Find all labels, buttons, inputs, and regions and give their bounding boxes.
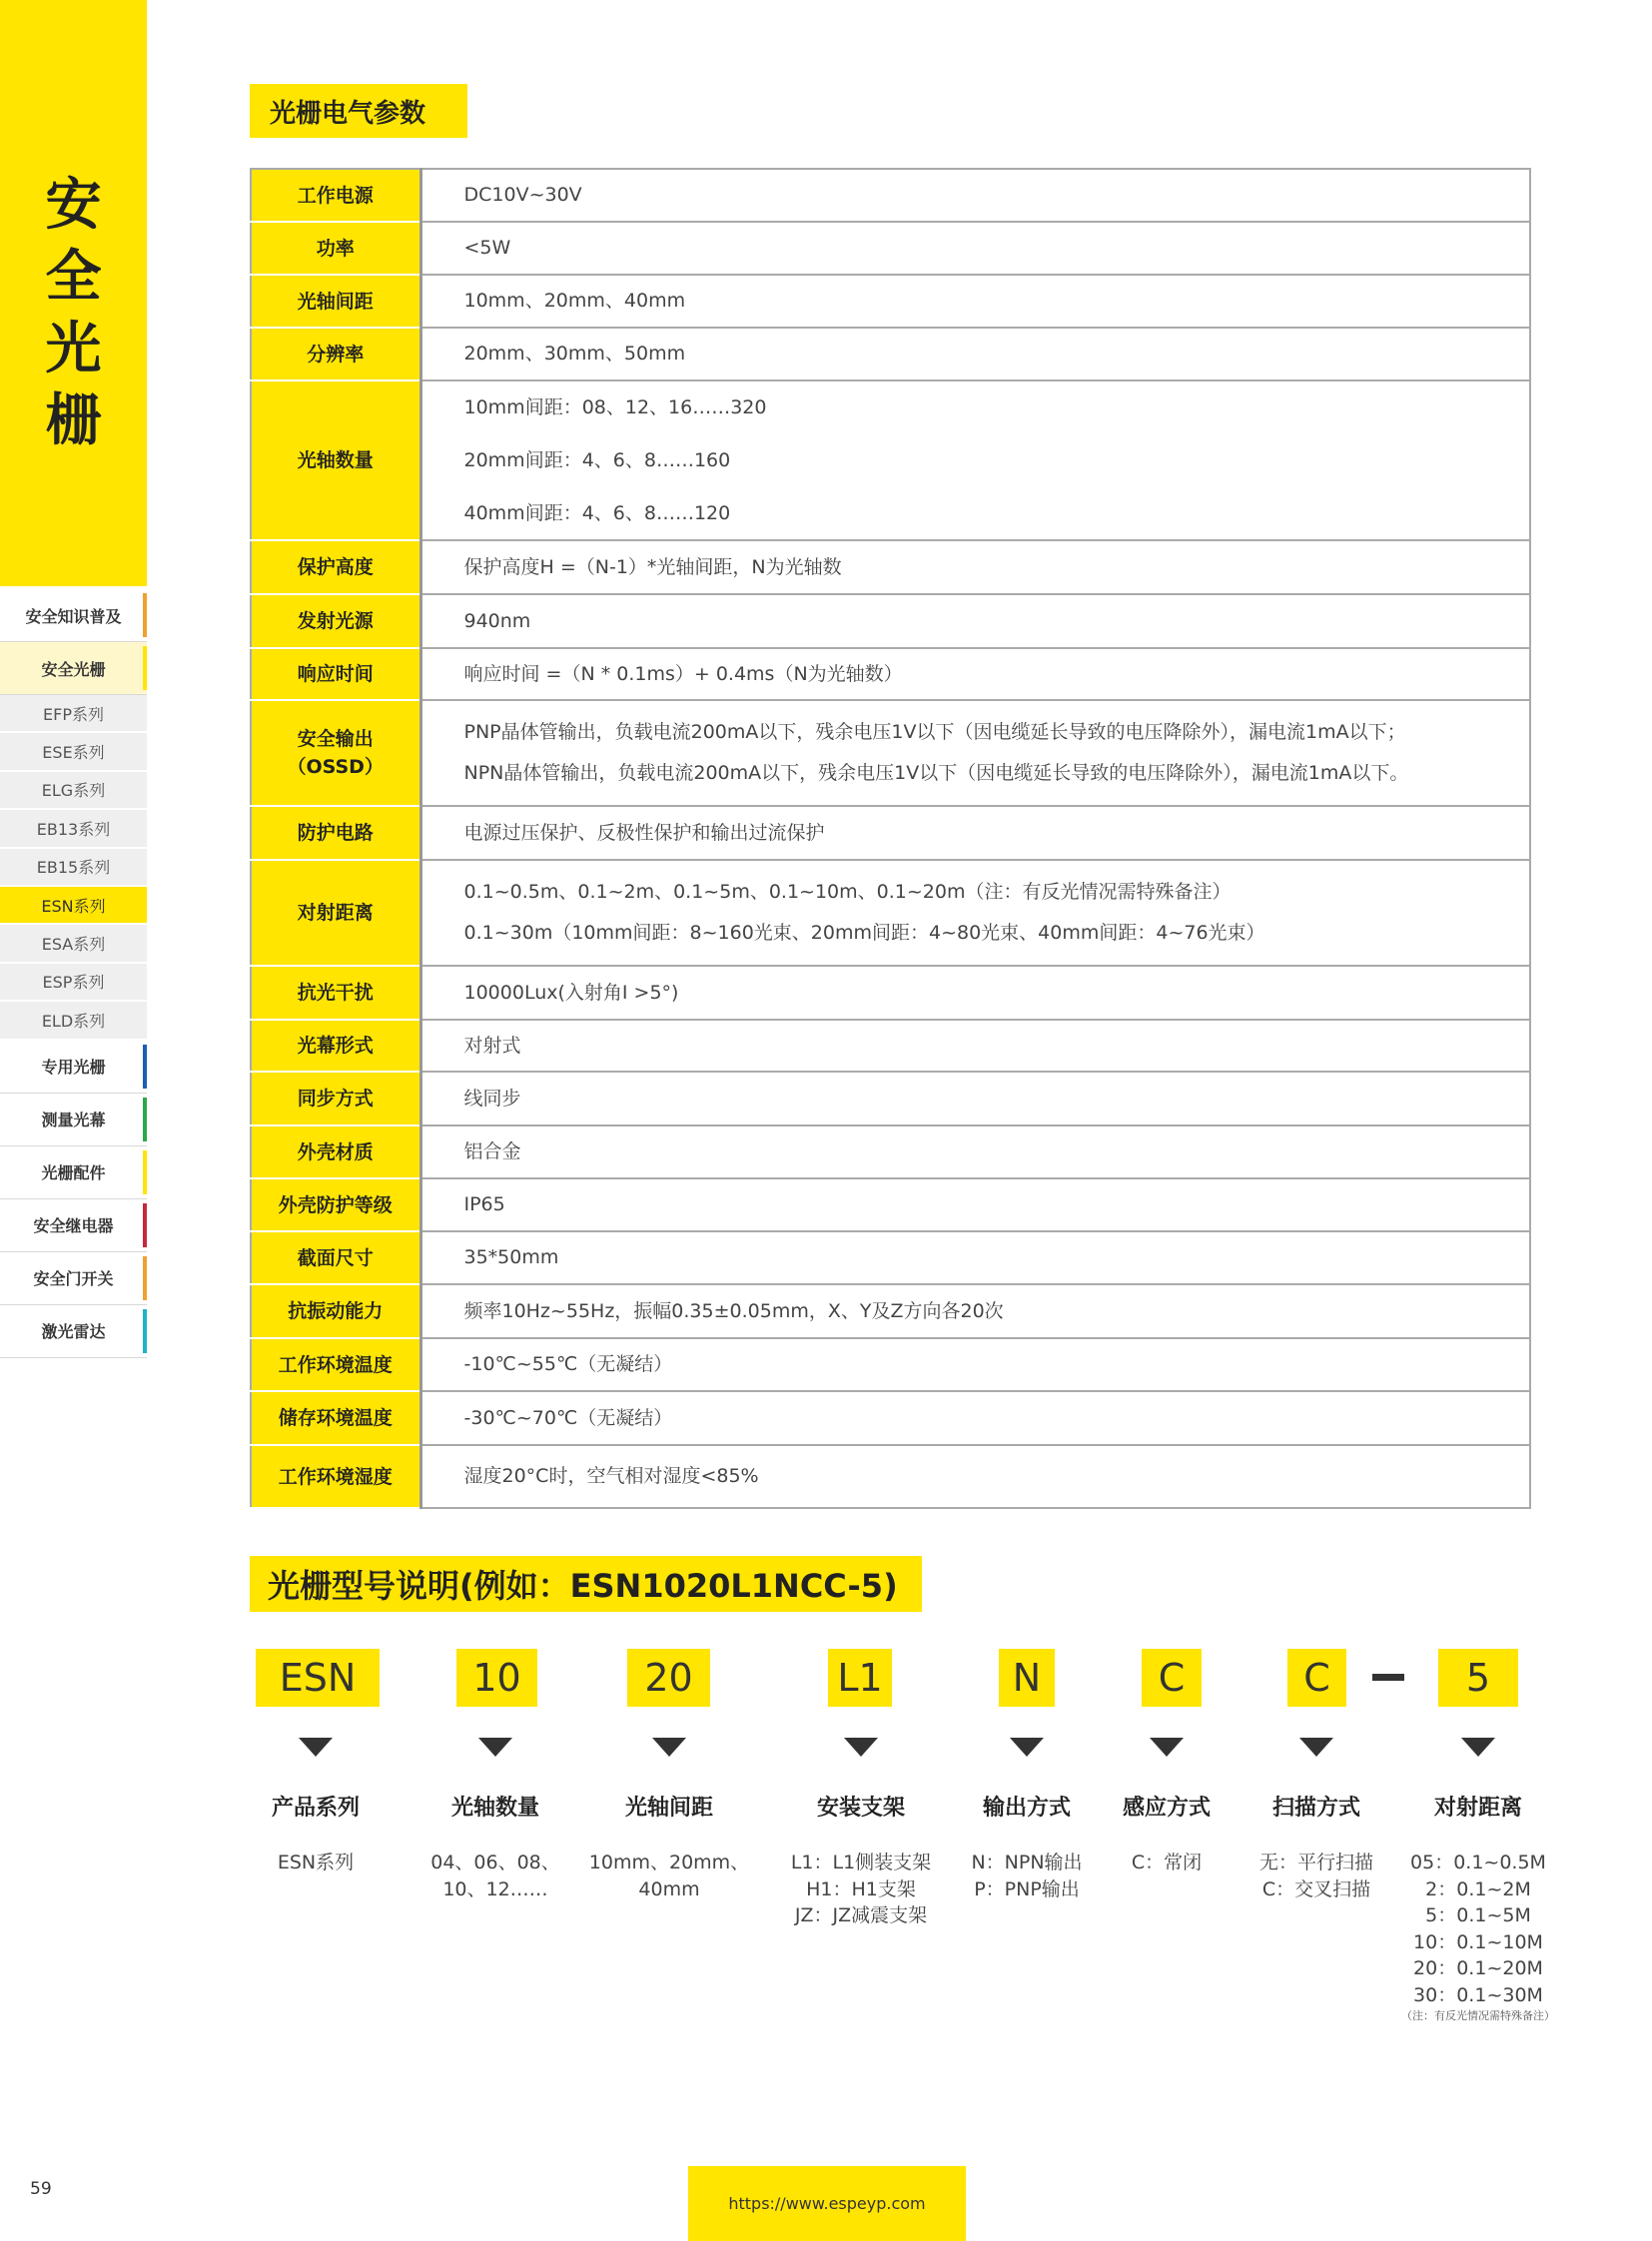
spec-value-line: 40mm间距：4、6、8……120 (463, 501, 731, 524)
model-desc-note: （注：有反光情况需特殊备注） (1401, 2009, 1555, 2022)
model-column-label: 产品系列 (271, 1796, 360, 1821)
model-desc-line: 40mm (638, 1877, 700, 1900)
sidebar-nav-label: ESN系列 (41, 896, 106, 916)
model-column-label: 对射距离 (1433, 1796, 1522, 1821)
spec-row (251, 1391, 1530, 1445)
spec-key-line: 分辨率 (307, 343, 365, 366)
sidebar-nav-accent-bar (143, 593, 147, 637)
spec-value-line: 电源过压保护、反极性保护和输出过流保护 (463, 821, 825, 844)
spec-row (251, 1072, 1530, 1125)
arrow-down-icon (478, 1738, 512, 1757)
sidebar-nav-label: 安全光栅 (41, 659, 106, 679)
sidebar-title-char: 全 (45, 245, 102, 310)
arrow-down-icon (1299, 1738, 1333, 1757)
spec-key-line: 工作环境温度 (278, 1353, 393, 1376)
spec-value (420, 169, 1530, 222)
spec-row (251, 594, 1530, 648)
spec-key-line: 工作电源 (297, 184, 374, 207)
spec-key-line: 截面尺寸 (297, 1246, 374, 1269)
spec-row (251, 1445, 1530, 1508)
code-dash (1372, 1674, 1404, 1681)
sidebar-nav-label: EB13系列 (36, 819, 111, 839)
model-desc-line: H1：H1支架 (806, 1877, 916, 1900)
spec-value-line: -10℃~55℃（无凝结） (463, 1353, 673, 1375)
spec-key (251, 328, 420, 380)
spec-value (420, 1020, 1530, 1072)
sidebar-nav-label: ELD系列 (41, 1011, 106, 1031)
model-code-box: 10 (456, 1649, 537, 1707)
spec-row (251, 222, 1530, 275)
spec-key (251, 1072, 420, 1125)
spec-key-line: 对射距离 (297, 902, 374, 924)
spec-value (420, 1231, 1530, 1284)
spec-row (251, 328, 1530, 380)
sidebar-nav-accent-bar (143, 1203, 147, 1247)
sidebar-nav-label: 安全继电器 (33, 1216, 114, 1236)
spec-value (420, 1284, 1530, 1338)
spec-value-line: 10mm间距：08、12、16……320 (463, 395, 767, 418)
spec-key (251, 222, 420, 275)
model-desc-line: 30：0.1~30M (1413, 1983, 1543, 2006)
spec-value (420, 1072, 1530, 1125)
sidebar-nav-label: 光栅配件 (41, 1163, 106, 1183)
spec-value (420, 648, 1530, 700)
model-column-label: 光轴间距 (624, 1796, 713, 1821)
sidebar-nav-item[interactable] (0, 1252, 147, 1305)
spec-key-line: 安全输出 (297, 728, 374, 750)
model-column-desc (771, 1850, 951, 1929)
spec-value-line: PNP晶体管输出，负载电流200mA以下，残余电压1V以下（因电缆延长导致的电压降除外），漏电流1mA以下； (463, 721, 1406, 743)
model-column-label: 感应方式 (1122, 1796, 1211, 1821)
spec-key-line: 外壳防护等级 (278, 1193, 393, 1216)
spec-key-line: 抗振动能力 (288, 1300, 384, 1322)
model-column-desc (1388, 1850, 1568, 2024)
spec-key (251, 1125, 420, 1178)
spec-value-line: 20mm、30mm、50mm (463, 343, 686, 365)
sidebar-nav-item[interactable] (0, 1146, 147, 1199)
spec-value-line: NPN晶体管输出，负载电流200mA以下，残余电压1V以下（因电缆延长导致的电压降除外），漏电流1mA以下。 (463, 762, 1409, 784)
spec-row (251, 648, 1530, 700)
sidebar-nav (0, 589, 147, 1358)
spec-value (420, 966, 1530, 1020)
model-column-desc (579, 1850, 759, 1902)
spec-key (251, 860, 420, 966)
sidebar-nav-label: 激光雷达 (41, 1322, 106, 1342)
sidebar-nav-item[interactable] (0, 1199, 147, 1252)
sidebar-title-char: 安 (45, 173, 102, 238)
model-column-label: 光轴数量 (450, 1796, 539, 1821)
spec-row (251, 1231, 1530, 1284)
model-desc-line: L1：L1侧装支架 (790, 1852, 932, 1873)
spec-value (420, 1125, 1530, 1178)
spec-value-line: 940nm (463, 609, 531, 632)
sidebar-nav-item[interactable] (0, 810, 147, 848)
model-desc-line: 05：0.1~0.5M (1410, 1852, 1546, 1873)
model-desc-line: ESN系列 (277, 1852, 355, 1873)
model-desc-line: C：常闭 (1131, 1852, 1203, 1873)
model-desc-line: 10、12…… (442, 1877, 548, 1900)
model-code-box: C (1287, 1649, 1346, 1707)
spec-row (251, 700, 1530, 806)
sidebar-nav-accent-bar (143, 1309, 147, 1353)
page-number: 59 (30, 2179, 52, 2199)
website-url[interactable]: https://www.espeyp.com (688, 2166, 966, 2241)
sidebar-nav-label: 测量光幕 (41, 1111, 106, 1130)
spec-key (251, 806, 420, 860)
arrow-down-icon (1461, 1738, 1495, 1757)
spec-key (251, 594, 420, 648)
spec-value (420, 594, 1530, 648)
spec-value (420, 1178, 1530, 1231)
spec-key (251, 700, 420, 806)
spec-value (420, 860, 1530, 966)
spec-key-line: 储存环境温度 (278, 1407, 393, 1429)
sidebar-nav-label: 专用光栅 (41, 1058, 106, 1078)
model-code-box: N (999, 1649, 1055, 1707)
spec-key-line: 功率 (316, 237, 355, 260)
spec-row (251, 540, 1530, 594)
sidebar-nav-accent-bar (143, 1098, 147, 1141)
spec-value (420, 222, 1530, 275)
model-desc-line: C：交叉扫描 (1261, 1877, 1371, 1900)
model-desc-line: P：PNP输出 (974, 1877, 1080, 1900)
sidebar-nav-item[interactable] (0, 695, 147, 733)
sidebar-nav-item[interactable] (0, 849, 147, 887)
model-code-box: ESN (256, 1649, 380, 1707)
spec-key-line: 光幕形式 (297, 1035, 374, 1057)
arrow-down-icon (844, 1738, 878, 1757)
spec-key-line: 保护高度 (297, 556, 374, 578)
sidebar-nav-accent-bar (143, 646, 147, 690)
spec-value (420, 1338, 1530, 1391)
spec-value-line: 湿度20°C时，空气相对湿度<85% (463, 1465, 759, 1487)
sidebar-nav-label: ESP系列 (42, 973, 105, 993)
spec-key (251, 648, 420, 700)
spec-key (251, 1391, 420, 1445)
spec-table (250, 168, 1531, 1509)
spec-row (251, 380, 1530, 540)
spec-row (251, 1284, 1530, 1338)
model-column-label: 输出方式 (982, 1796, 1071, 1821)
model-code-box: 20 (627, 1649, 710, 1707)
spec-row (251, 1020, 1530, 1072)
sidebar-nav-accent-bar (143, 1045, 147, 1089)
spec-value-line: 10mm、20mm、40mm (463, 290, 686, 312)
sidebar-nav-label: ELG系列 (41, 781, 106, 801)
spec-key (251, 275, 420, 328)
model-desc-line: JZ：JZ减震支架 (794, 1904, 928, 1926)
model-desc-line: 无：平行扫描 (1258, 1852, 1373, 1873)
spec-value-line: 响应时间 =（N * 0.1ms）+ 0.4ms（N为光轴数） (463, 662, 903, 685)
arrow-down-icon (299, 1738, 333, 1757)
spec-value-line: -30℃~70℃（无凝结） (463, 1406, 673, 1429)
model-desc-line: 04、06、08、 (430, 1852, 560, 1873)
model-code-box: C (1142, 1649, 1202, 1707)
model-desc-line: 2：0.1~2M (1425, 1877, 1531, 1900)
sidebar-title-char: 栅 (45, 388, 102, 453)
spec-value-line: DC10V~30V (463, 184, 582, 206)
spec-key-line: 防护电路 (297, 822, 374, 844)
spec-value (420, 540, 1530, 594)
model-code-box: 5 (1438, 1649, 1518, 1707)
spec-key (251, 169, 420, 222)
sidebar-nav-item[interactable] (0, 925, 147, 963)
spec-key (251, 1178, 420, 1231)
model-column-desc (226, 1850, 406, 1876)
model-column-label: 安装支架 (816, 1796, 905, 1821)
spec-value-line: 频率10Hz~55Hz，振幅0.35±0.05mm，X、Y及Z方向各20次 (463, 1299, 1004, 1322)
spec-key (251, 380, 420, 540)
sidebar-nav-item[interactable] (0, 589, 147, 642)
spec-value-line: 20mm间距：4、6、8……160 (463, 448, 731, 471)
spec-value (420, 1391, 1530, 1445)
spec-value (420, 380, 1530, 540)
spec-key-line: 工作环境湿度 (278, 1465, 393, 1488)
spec-key-line: （OSSD） (287, 756, 384, 778)
sidebar-nav-item[interactable] (0, 1002, 147, 1040)
model-column-desc (406, 1850, 585, 1902)
sidebar-nav-item[interactable] (0, 772, 147, 810)
spec-value-line: 线同步 (463, 1087, 521, 1110)
spec-row (251, 1338, 1530, 1391)
sidebar-nav-item[interactable] (0, 1041, 147, 1094)
sidebar-nav-item[interactable] (0, 887, 147, 925)
arrow-down-icon (652, 1738, 686, 1757)
spec-row (251, 275, 1530, 328)
arrow-down-icon (1010, 1738, 1044, 1757)
spec-value (420, 275, 1530, 328)
model-desc-line: 20：0.1~20M (1413, 1957, 1543, 1979)
spec-key-line: 外壳材质 (297, 1140, 374, 1163)
spec-key (251, 1284, 420, 1338)
spec-row (251, 966, 1530, 1020)
model-column-label: 扫描方式 (1271, 1796, 1360, 1821)
spec-key (251, 966, 420, 1020)
sidebar-nav-item[interactable] (0, 1305, 147, 1358)
model-desc-line: 10：0.1~10M (1413, 1930, 1543, 1953)
section-heading-model: 光栅型号说明(例如：ESN1020L1NCC-5) (250, 1556, 922, 1612)
section-heading-electrical: 光栅电气参数 (250, 84, 467, 138)
sidebar-nav-label: ESE系列 (42, 743, 105, 763)
sidebar-nav-item[interactable] (0, 733, 147, 771)
spec-value-line: 保护高度H =（N-1）*光轴间距，N为光轴数 (463, 555, 842, 578)
spec-key (251, 1445, 420, 1508)
spec-key (251, 540, 420, 594)
sidebar-nav-label: ESA系列 (41, 935, 106, 955)
sidebar-nav-accent-bar (143, 1150, 147, 1194)
model-desc-line: 10mm、20mm、 (588, 1852, 750, 1873)
spec-row (251, 1125, 1530, 1178)
spec-key (251, 1231, 420, 1284)
spec-value (420, 328, 1530, 380)
spec-key-line: 发射光源 (297, 610, 374, 632)
model-column-desc (1227, 1850, 1406, 1902)
spec-row (251, 1178, 1530, 1231)
spec-value-line: IP65 (463, 1193, 505, 1215)
sidebar-nav-item[interactable] (0, 642, 147, 695)
spec-key-line: 同步方式 (297, 1088, 374, 1110)
spec-key-line: 抗光干扰 (297, 982, 374, 1004)
model-code-box: L1 (828, 1649, 892, 1707)
spec-key-line: 光轴间距 (297, 290, 374, 313)
model-desc-line: 5：0.1~5M (1425, 1904, 1531, 1926)
sidebar-nav-label: EB15系列 (36, 858, 111, 878)
sidebar-nav-accent-bar (143, 1256, 147, 1300)
spec-value-line: 0.1~0.5m、0.1~2m、0.1~5m、0.1~10m、0.1~20m（注：有反光情况需特殊备注） (463, 881, 1232, 903)
sidebar-nav-item[interactable] (0, 1094, 147, 1146)
sidebar-nav-label: 安全门开关 (33, 1269, 114, 1289)
spec-value (420, 1445, 1530, 1508)
model-desc-line: N：NPN输出 (971, 1852, 1083, 1873)
spec-value (420, 700, 1530, 806)
spec-value-line: 10000Lux(入射角I >5°) (463, 981, 679, 1004)
spec-row (251, 169, 1530, 222)
spec-value-line: <5W (463, 237, 511, 259)
sidebar-title-char: 光 (45, 317, 102, 381)
sidebar-nav-label: EFP系列 (43, 704, 104, 724)
spec-value-line: 铝合金 (463, 1140, 521, 1162)
arrow-down-icon (1150, 1738, 1184, 1757)
spec-row (251, 860, 1530, 966)
spec-value-line: 对射式 (463, 1034, 521, 1057)
sidebar-nav-item[interactable] (0, 964, 147, 1002)
sidebar-title (0, 170, 147, 457)
spec-key-line: 光轴数量 (297, 449, 374, 471)
spec-value-line: 0.1~30m（10mm间距：8~160光束、20mm间距：4~80光束、40mm间距：4~76光束） (463, 922, 1265, 944)
sidebar-nav-label: 安全知识普及 (25, 606, 122, 626)
spec-row (251, 806, 1530, 860)
spec-key (251, 1020, 420, 1072)
spec-key (251, 1338, 420, 1391)
spec-key-line: 响应时间 (297, 663, 374, 685)
spec-value (420, 806, 1530, 860)
spec-value-line: 35*50mm (463, 1246, 559, 1268)
